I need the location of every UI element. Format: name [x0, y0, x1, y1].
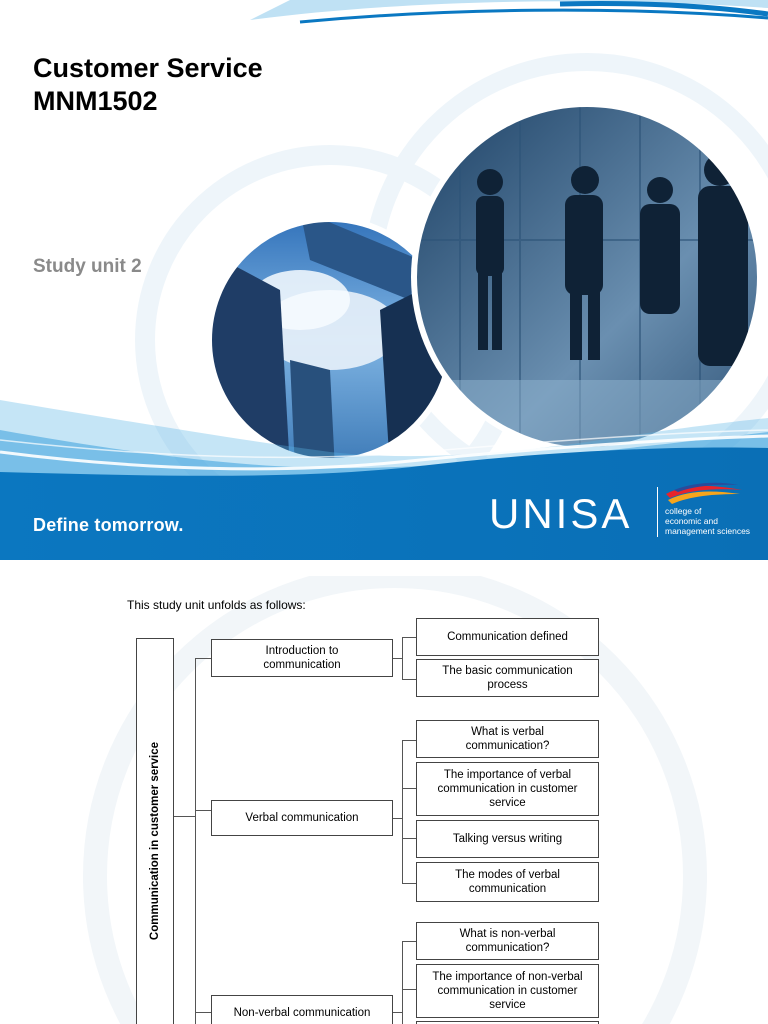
- connector: [195, 658, 211, 659]
- topic-importance-of-non-verbal: The importance of non-verbal communication in customer service: [416, 964, 599, 1018]
- root-topic-box: [136, 638, 174, 1024]
- connector: [195, 658, 196, 1024]
- college-line-3: management sciences: [665, 526, 751, 536]
- connector: [402, 941, 416, 942]
- topic-modes-of-verbal: The modes of verbal communication: [416, 862, 599, 902]
- branch-verbal-communication: Verbal communication: [211, 800, 393, 836]
- connector: [402, 740, 416, 741]
- unisa-logo-text: UNISA: [489, 490, 633, 537]
- logo-divider: [657, 487, 658, 537]
- connector: [174, 816, 196, 817]
- connector: [402, 838, 416, 839]
- study-unit-label: Study unit 2: [33, 256, 142, 277]
- branch-introduction: Introduction to communication: [211, 639, 393, 677]
- title-line-2: MNM1502: [33, 86, 158, 116]
- topic-importance-of-verbal: The importance of verbal communication in customer service: [416, 762, 599, 816]
- root-topic-label: Communication in customer service: [149, 741, 161, 941]
- college-line-2: economic and: [665, 516, 718, 526]
- unisa-logo-swoosh-icon: [664, 482, 744, 506]
- connector: [402, 941, 403, 1024]
- connector: [402, 637, 403, 679]
- connector: [402, 679, 416, 680]
- tagline: Define tomorrow.: [33, 515, 184, 535]
- outline-intro: This study unit unfolds as follows:: [127, 598, 306, 612]
- topic-talking-versus-writing: Talking versus writing: [416, 820, 599, 858]
- college-line-1: college of: [665, 506, 702, 516]
- topic-what-is-non-verbal: What is non-verbal communication?: [416, 922, 599, 960]
- topic-what-is-verbal: What is verbal communication?: [416, 720, 599, 758]
- connector: [402, 989, 416, 990]
- topic-communication-defined: Communication defined: [416, 618, 599, 656]
- branch-non-verbal-communication: Non-verbal communication: [211, 995, 393, 1024]
- title-line-1: Customer Service: [33, 53, 263, 83]
- topic-basic-communication-process: The basic communication process: [416, 659, 599, 697]
- connector: [402, 883, 416, 884]
- college-name: [665, 506, 750, 536]
- connector: [402, 637, 416, 638]
- connector: [195, 810, 211, 811]
- connector: [402, 740, 403, 884]
- presentation-title: [33, 52, 263, 118]
- connector: [195, 1012, 211, 1013]
- outline-slide: [0, 576, 768, 1024]
- connector: [402, 788, 416, 789]
